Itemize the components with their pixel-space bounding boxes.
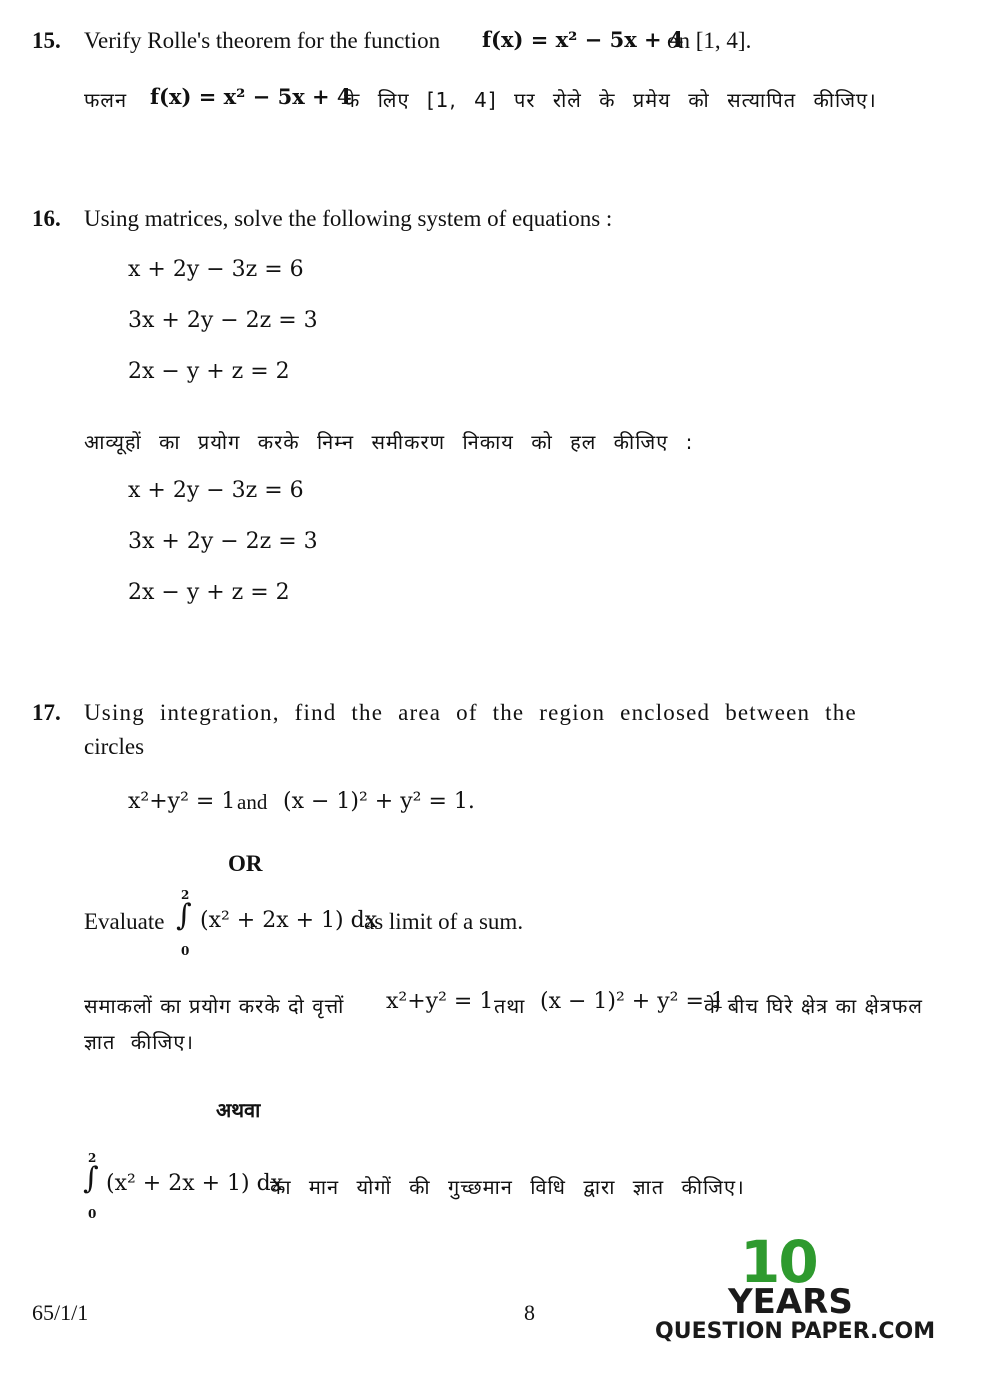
q15-hindi-function: f(x) = x² − 5x + 4 (150, 84, 352, 109)
integral-icon: ∫ (176, 898, 192, 933)
q16-text: Using matrices, solve the following system of equations : (84, 206, 613, 231)
q17-circle-1: x²+y² = 1 (128, 789, 236, 814)
q17-hindi-upper-limit: 2 (88, 1151, 97, 1165)
q16-equation-3: 2x − y + z = 2 (128, 359, 290, 384)
paper-code: 65/1/1 (32, 1300, 89, 1325)
q17-upper-limit: 2 (181, 888, 190, 902)
q17-evaluate: Evaluate (84, 909, 165, 934)
logo-years: YEARS (728, 1282, 853, 1322)
page-number: 8 (524, 1300, 535, 1325)
q17-hindi-limit-text: का मान योगों की गुच्छमान विधि द्वारा ज्ञात कीजिए। (270, 1175, 745, 1199)
q17-hindi-tatha: तथा (494, 994, 526, 1018)
q17-hindi-lower-limit: 0 (88, 1207, 97, 1221)
q17-or: OR (228, 851, 263, 876)
q17-hindi-or: अथवा (216, 1098, 261, 1122)
q17-hindi-circle-1: x²+y² = 1 (386, 989, 494, 1014)
logo-site: QUESTION PAPER.COM (655, 1319, 936, 1344)
q16-hindi-equation-1: x + 2y − 3z = 6 (128, 478, 304, 503)
q15-hindi-prefix: फलन (84, 88, 128, 112)
q17-hindi-text-1a: समाकलों का प्रयोग करके दो वृत्तों (84, 994, 345, 1018)
q17-hindi-circle-2: (x − 1)² + y² = 1 (540, 989, 725, 1014)
q15-number: 15. (32, 28, 61, 53)
q15-interval: on [1, 4]. (667, 28, 752, 53)
q17-integrand: (x² + 2x + 1) dx (200, 908, 378, 933)
q17-lower-limit: 0 (181, 944, 190, 958)
q17-number: 17. (32, 700, 61, 725)
q17-text: Using integration, find the area of the region enclosed between the (84, 700, 857, 725)
q17-text-line2: circles (84, 734, 145, 759)
q15-function: f(x) = x² − 5x + 4 (482, 27, 684, 52)
q16-hindi-equation-3: 2x − y + z = 2 (128, 580, 290, 605)
q17-hindi-text-2: ज्ञात कीजिए। (84, 1030, 194, 1054)
q16-number: 16. (32, 206, 61, 231)
q15-text: Verify Rolle's theorem for the function (84, 28, 441, 53)
q17-and: and (237, 790, 268, 814)
q17-limit-text: as limit of a sum. (364, 909, 524, 934)
q17-hindi-text-1b: के बीच घिरे क्षेत्र का क्षेत्रफल (704, 994, 923, 1018)
q16-equation-2: 3x + 2y − 2z = 3 (128, 308, 318, 333)
q17-circle-2: (x − 1)² + y² = 1. (283, 789, 475, 814)
q15-hindi-text: के लिए [1, 4] पर रोले के प्रमेय को सत्यापित कीजिए। (344, 88, 877, 112)
q16-hindi-equation-2: 3x + 2y − 2z = 3 (128, 529, 318, 554)
logo-number: 10 (740, 1228, 817, 1296)
q16-hindi-text: आव्यूहों का प्रयोग करके निम्न समीकरण निकाय को हल कीजिए : (84, 430, 694, 454)
q17-hindi-integrand: (x² + 2x + 1) dx (106, 1171, 284, 1196)
site-logo (650, 1228, 936, 1352)
q16-equation-1: x + 2y − 3z = 6 (128, 257, 304, 282)
hindi-integral-icon: ∫ (83, 1161, 99, 1196)
